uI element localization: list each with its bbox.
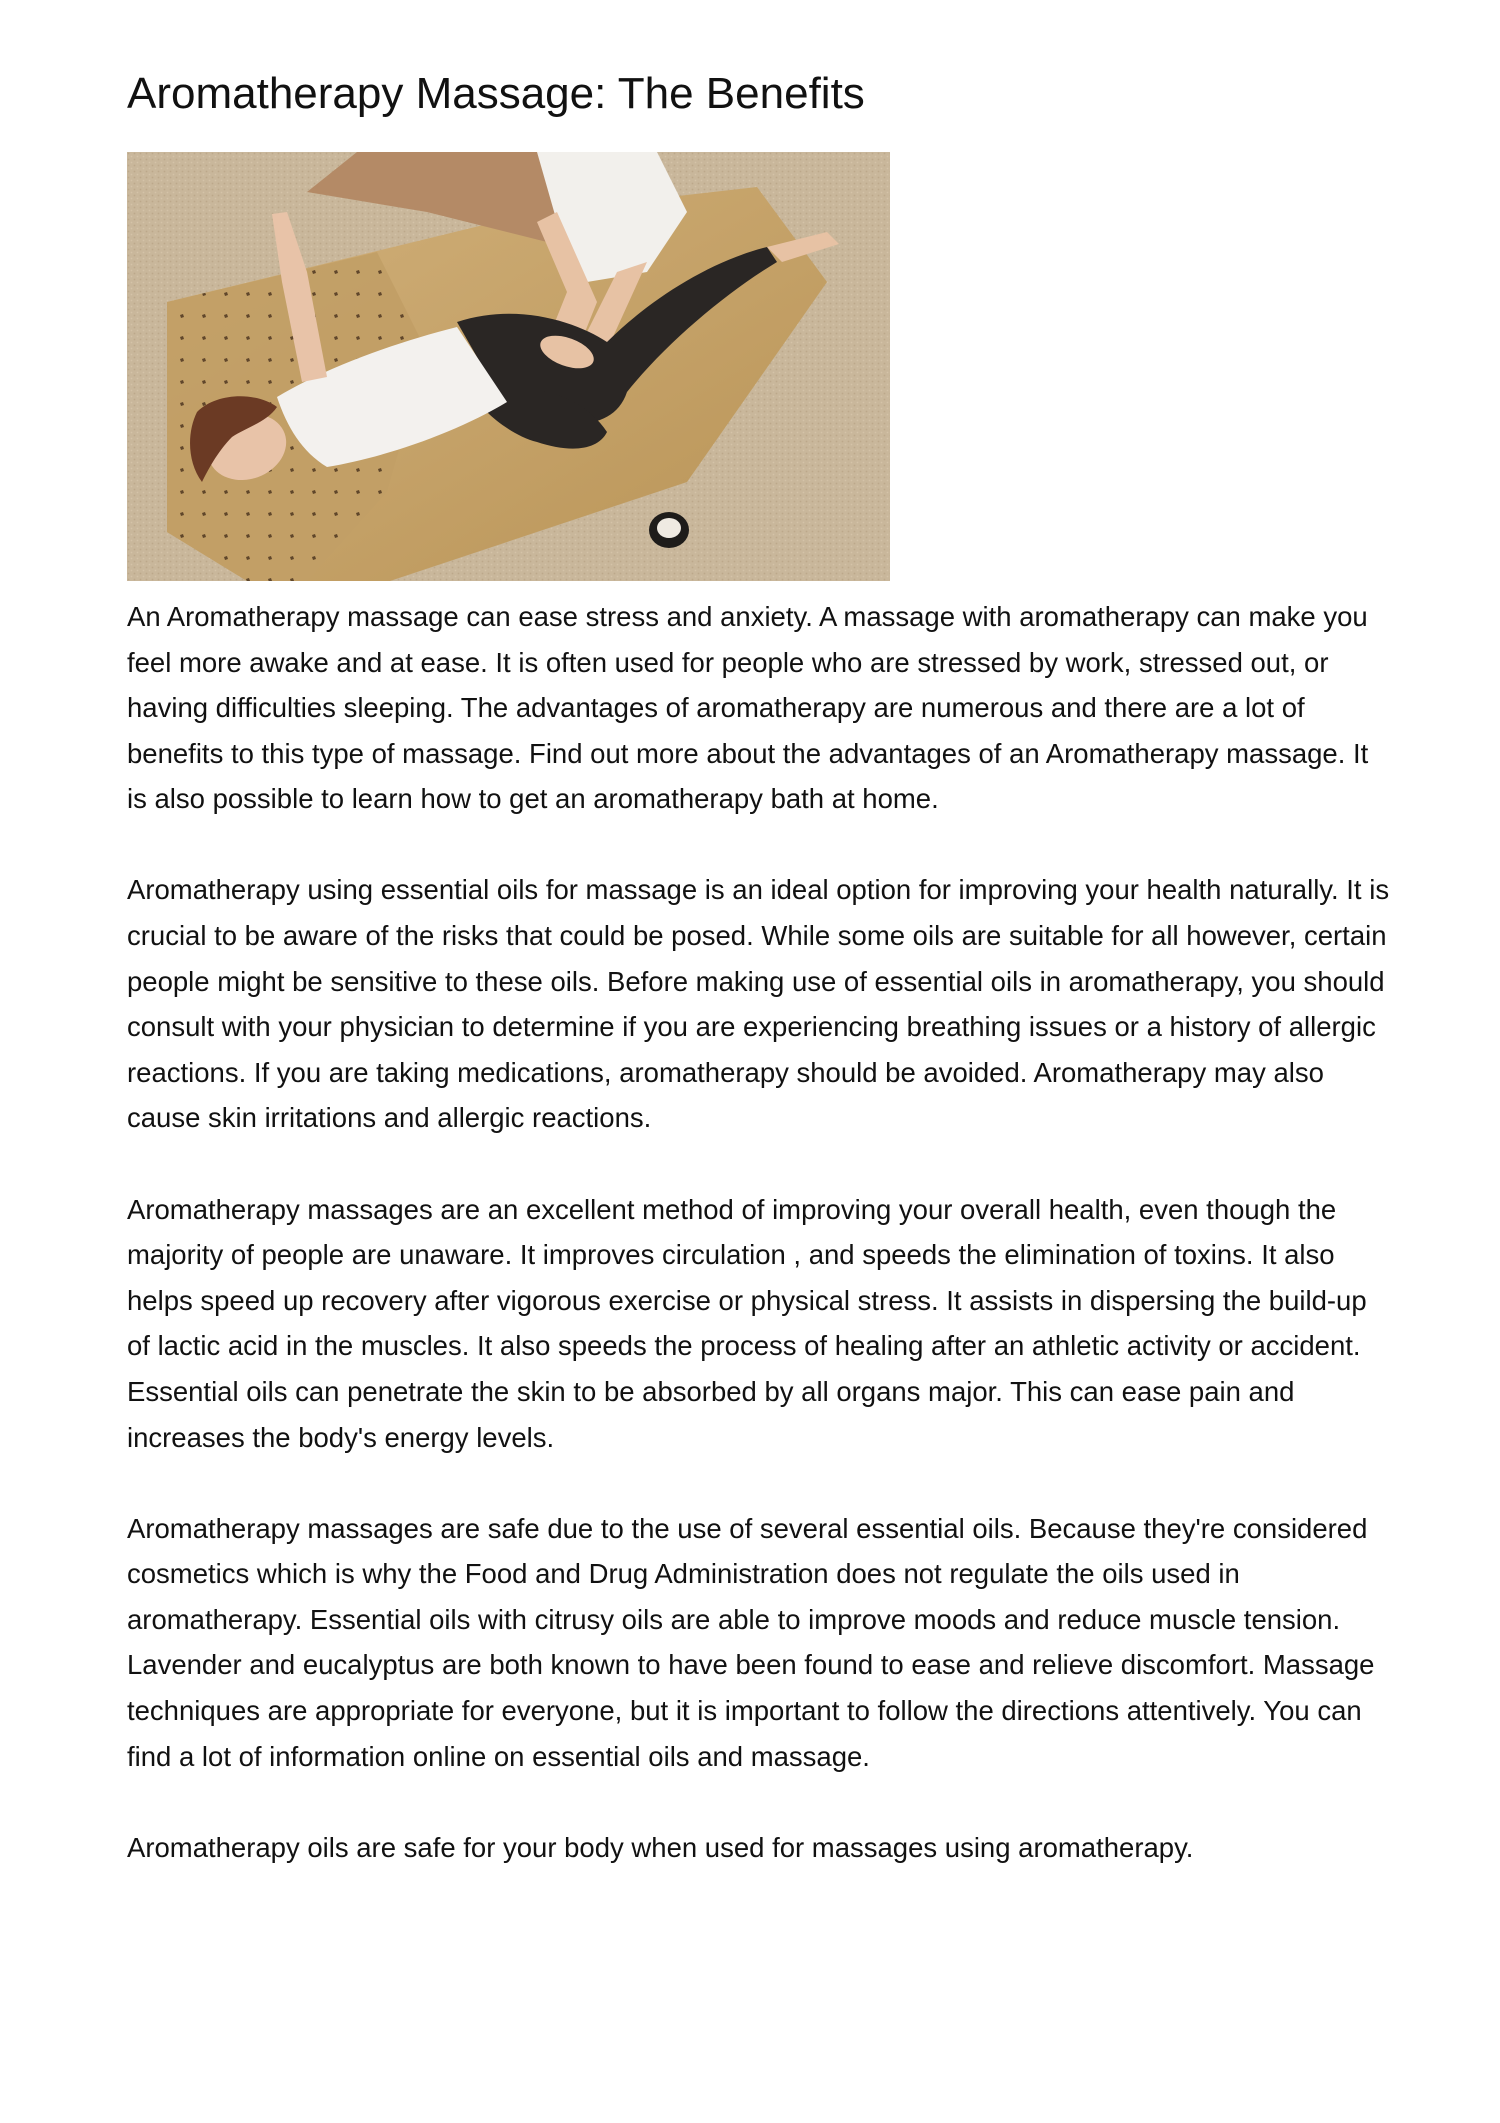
page-title: Aromatherapy Massage: The Benefits: [127, 69, 865, 118]
paragraph: Aromatherapy using essential oils for massage is an ideal option for improving your health naturally. It is crucial to be aware of the risks that could be posed. While some oils are suitable for all however, certain people might be sensitive to these oils. Before making use of essential oils in aromatherapy, you should consult with your physician to determine if you are experiencing breathing issues or a history of allergic reactions. If you are taking medications, aromatherapy should be avoided. Aromatherapy may also cause skin irritations and allergic reactions.: [127, 874, 1390, 1134]
paragraph: Aromatherapy massages are an excellent method of improving your overall health, even though the majority of people are unaware. It improves circulation , and speeds the elimination of toxins. It also helps speed up recovery after vigorous exercise or physical stress. It assists in dispersing the build-up of lactic acid in the muscles. It also speeds the process of healing after an athletic activity or accident. Essential oils can penetrate the skin to be absorbed by all organs major. This can ease pain and increases the body's energy levels.: [127, 1193, 1367, 1453]
paragraph: An Aromatherapy massage can ease stress and anxiety. A massage with aromatherapy can make you feel more awake and at ease. It is often used for people who are stressed by work, stressed out, or having difficulties sleeping. The advantages of aromatherapy are numerous and there are a lot of benefits to this type of massage. Find out more about the advantages of an Aromatherapy massage. It is also possible to learn how to get an aromatherapy bath at home.: [127, 601, 1369, 815]
massage-photo: [127, 152, 890, 581]
paragraph: Aromatherapy massages are safe due to the use of several essential oils. Because they're considered cosmetics which is why the Food and Drug Administration does not regulate the oils used in aromatherapy. Essential oils with citrusy oils are able to improve moods and reduce muscle tension. Lavender and eucalyptus are both known to have been found to ease and relieve discomfort. Massage techniques are appropriate for everyone, but it is important to follow the directions attentively. You can find a lot of information online on essential oils and massage.: [127, 1512, 1375, 1772]
candle: [657, 518, 681, 538]
article-body: [127, 594, 1392, 1916]
paragraph: Aromatherapy oils are safe for your body when used for massages using aromatherapy.: [127, 1831, 1194, 1863]
massage-photo-illustration: [127, 152, 890, 581]
